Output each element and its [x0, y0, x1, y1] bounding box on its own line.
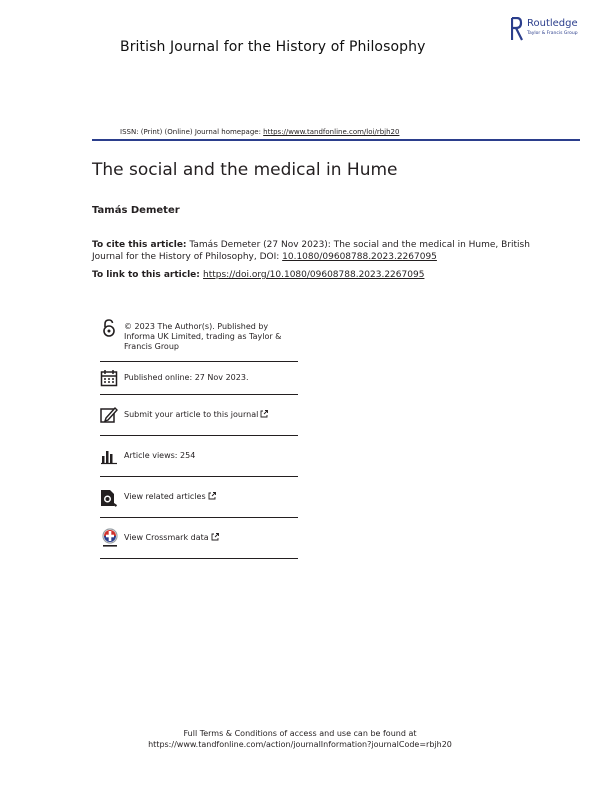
submit-text: Submit your article to this journal: [124, 410, 259, 419]
calendar-icon: [100, 369, 118, 387]
footer-terms: Full Terms & Conditions of access and use can be found at: [183, 729, 417, 738]
published-text: Published online: 27 Nov 2023.: [124, 373, 249, 382]
issn-line: [120, 128, 399, 136]
list-item-views: [100, 436, 298, 477]
link-label: To link to this article:: [92, 270, 204, 280]
related-text: View related articles: [124, 492, 206, 501]
logo-name: Routledge: [527, 18, 578, 29]
routledge-logo[interactable]: [511, 17, 591, 43]
license-text: © 2023 The Author(s). Published by Informa UK Limited, trading as Taylor & Francis Group: [124, 322, 282, 351]
citation-block: [92, 239, 532, 263]
list-item-submit[interactable]: [100, 395, 298, 436]
link-block: [92, 270, 424, 280]
issn-prefix: ISSN: (Print) (Online) Journal homepage:: [120, 128, 264, 136]
routledge-r-icon: [511, 17, 523, 41]
external-link-icon: [208, 492, 216, 500]
logo-subtitle: Taylor & Francis Group: [527, 31, 578, 36]
crossmark-icon: [100, 528, 120, 548]
bar-chart-icon: [100, 447, 118, 465]
article-link[interactable]: https://doi.org/10.1080/09608788.2023.2267095: [203, 270, 425, 280]
doi-link[interactable]: 10.1080/09608788.2023.2267095: [282, 252, 437, 262]
article-info-list: [100, 318, 298, 559]
external-link-icon: [211, 533, 219, 541]
cite-label: To cite this article:: [92, 240, 187, 250]
crossmark-text: View Crossmark data: [124, 533, 209, 542]
footer: [0, 728, 600, 750]
journal-title: British Journal for the History of Philosophy: [120, 39, 426, 55]
list-item-crossmark[interactable]: [100, 518, 298, 559]
cite-text: Tamás Demeter (27 Nov 2023): The social and the medical in Hume, British Journal for the History of Philosophy, DOI:: [92, 240, 530, 262]
open-access-icon: [100, 319, 118, 337]
footer-journal-link[interactable]: https://www.tandfonline.com/action/journalInformation?journalCode=rbjh20: [148, 740, 452, 749]
edit-icon: [100, 406, 118, 424]
list-item-related[interactable]: [100, 477, 298, 518]
views-text: Article views: 254: [124, 451, 196, 460]
article-author: Tamás Demeter: [92, 205, 180, 216]
related-link[interactable]: [124, 492, 296, 502]
related-search-icon: [100, 489, 118, 507]
external-link-icon: [260, 410, 268, 418]
submit-link[interactable]: [124, 410, 296, 420]
header-divider: [92, 139, 580, 141]
list-item-published: [100, 362, 298, 395]
crossmark-link[interactable]: [124, 533, 296, 543]
journal-homepage-link[interactable]: https://www.tandfonline.com/loi/rbjh20: [263, 128, 400, 136]
list-item-license: [100, 318, 298, 362]
article-title: The social and the medical in Hume: [92, 160, 398, 180]
